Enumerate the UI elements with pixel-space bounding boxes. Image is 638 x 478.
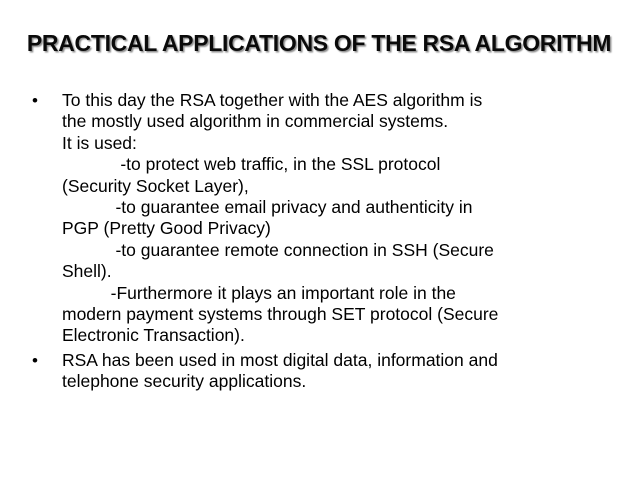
bullet-item — [30, 90, 620, 347]
bullet-dot-icon: • — [32, 350, 38, 370]
bullet-line: (Security Socket Layer), — [62, 175, 249, 196]
bullet-line: To this day the RSA together with the AES algorithm is — [62, 90, 483, 110]
bullet-line: PGP (Pretty Good Privacy) — [62, 218, 271, 239]
bullet-line: Electronic Transaction). — [62, 325, 245, 346]
bullet-line: telephone security applications. — [62, 371, 307, 392]
slide-title: PRACTICAL APPLICATIONS OF THE RSA ALGORITHM — [26, 30, 612, 56]
bullet-line: the mostly used algorithm in commercial systems. — [62, 111, 449, 132]
bullet-line: -to guarantee remote connection in SSH (Secure — [62, 239, 494, 260]
bullet-line: It is used: — [62, 132, 137, 153]
bullet-line: -to guarantee email privacy and authenticity in — [62, 197, 473, 218]
bullet-line: RSA has been used in most digital data, information and — [62, 349, 498, 370]
bullet-item — [30, 350, 620, 393]
bullet-line: modern payment systems through SET protocol (Secure — [62, 304, 499, 325]
bullet-line: Shell). — [62, 261, 112, 282]
bullet-line: -Furthermore it plays an important role in the — [62, 282, 456, 303]
bullet-line: -to protect web traffic, in the SSL protocol — [62, 154, 441, 175]
bullet-dot-icon: • — [32, 91, 38, 110]
bullet-list — [30, 90, 620, 393]
